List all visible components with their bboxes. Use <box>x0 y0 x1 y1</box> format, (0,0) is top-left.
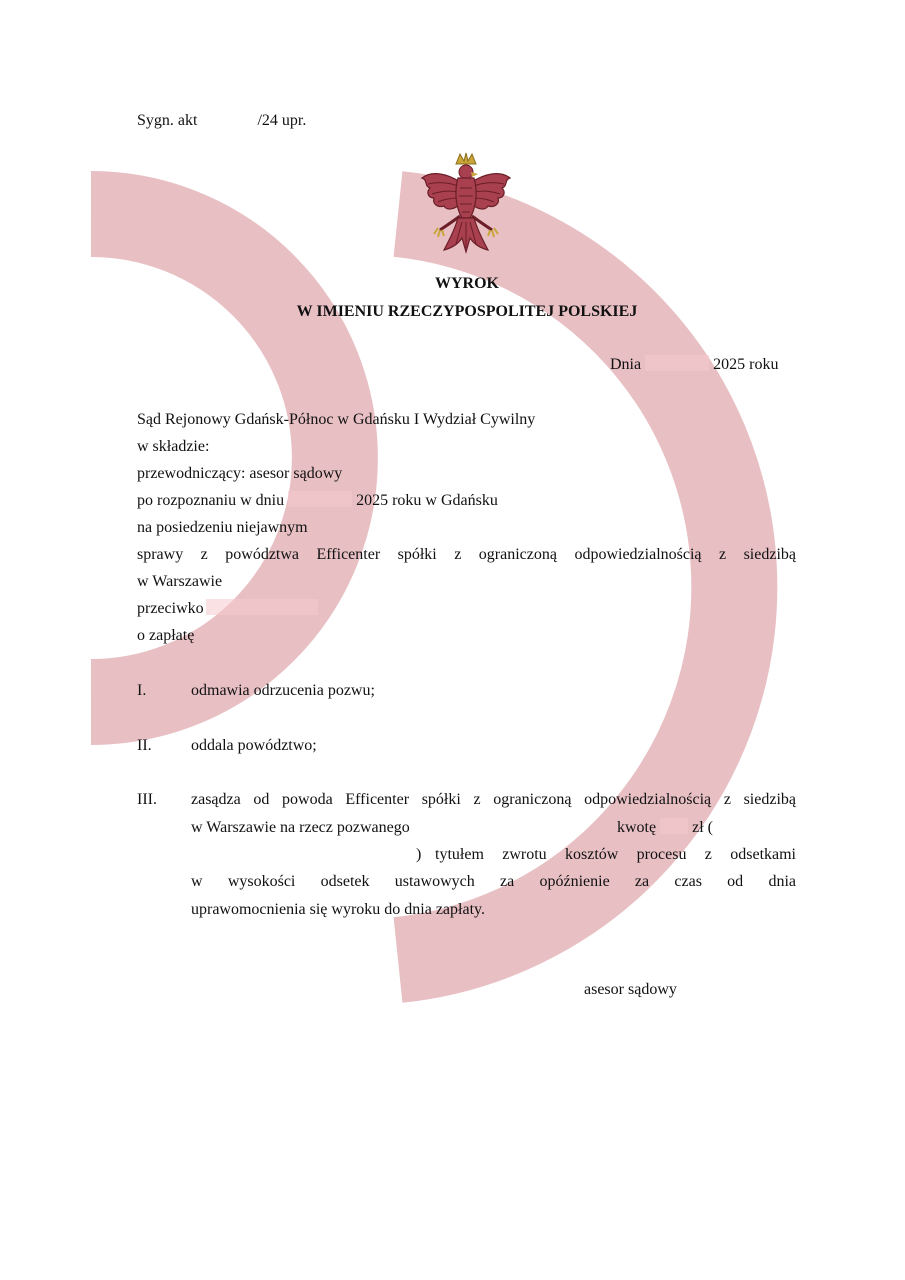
item-3-line-2b <box>617 818 713 838</box>
verdict-date <box>610 355 778 375</box>
presiding-judge: przewodniczący: asesor sądowy <box>137 465 343 482</box>
item-text-1: odmawia odrzucenia pozwu; <box>191 682 375 699</box>
date-suffix: 2025 roku <box>713 356 779 373</box>
item-number-2: II. <box>137 737 152 754</box>
redacted-defendant <box>206 599 318 615</box>
redacted-amount <box>660 818 688 834</box>
item-number-1: I. <box>137 682 147 699</box>
hearing-date-prefix: po rozpoznaniu w dniu <box>137 492 285 509</box>
case-number <box>137 111 306 131</box>
date-prefix: Dnia <box>610 356 642 373</box>
item-3-line-1: zasądza od powoda Efficenter spółki z ograniczoną odpowiedzialnością z siedzibą <box>191 791 796 808</box>
case-subject: o zapłatę <box>137 627 195 644</box>
defendant-line <box>137 599 318 619</box>
item-3-line-5: uprawomocnienia się wyroku do dnia zapłaty. <box>191 901 485 918</box>
currency-label: zł ( <box>692 819 713 836</box>
eagle-emblem-icon <box>418 152 514 258</box>
amount-label: kwotę <box>617 819 657 836</box>
item-text-2: oddala powództwo; <box>191 737 317 754</box>
hearing-date-suffix: 2025 roku w Gdańsku <box>356 492 498 509</box>
redacted-case-number <box>197 111 257 127</box>
case-number-prefix: Sygn. akt <box>137 112 198 129</box>
plaintiff-city: w Warszawie <box>137 573 223 590</box>
hearing-date <box>137 491 498 511</box>
against-label: przeciwko <box>137 600 204 617</box>
verdict-subtitle: W IMIENIU RZECZYPOSPOLITEJ POLSKIEJ <box>296 303 638 320</box>
item-3-line-3b: tytułem zwrotu kosztów procesu z odsetkami <box>435 846 796 863</box>
session-type: na posiedzeniu niejawnym <box>137 519 308 536</box>
court-name: Sąd Rejonowy Gdańsk-Północ w Gdańsku I Wydział Cywilny <box>137 411 536 428</box>
item-number-3: III. <box>137 791 157 808</box>
composition-label: w składzie: <box>137 438 210 455</box>
redacted-hearing-date <box>288 491 352 507</box>
redacted-date <box>645 355 709 371</box>
item-3-line-4: w wysokości odsetek ustawowych za opóźnienie za czas od dnia <box>191 873 796 890</box>
case-number-suffix: /24 upr. <box>257 112 307 129</box>
plaintiff-line: sprawy z powództwa Efficenter spółki z ograniczoną odpowiedzialnością z siedzibą <box>137 546 796 563</box>
verdict-title: WYROK <box>435 275 499 292</box>
signature: asesor sądowy <box>584 981 677 998</box>
item-3-line-2a: w Warszawie na rzecz pozwanego <box>191 819 410 836</box>
item-3-line-3a: ) <box>416 846 422 863</box>
